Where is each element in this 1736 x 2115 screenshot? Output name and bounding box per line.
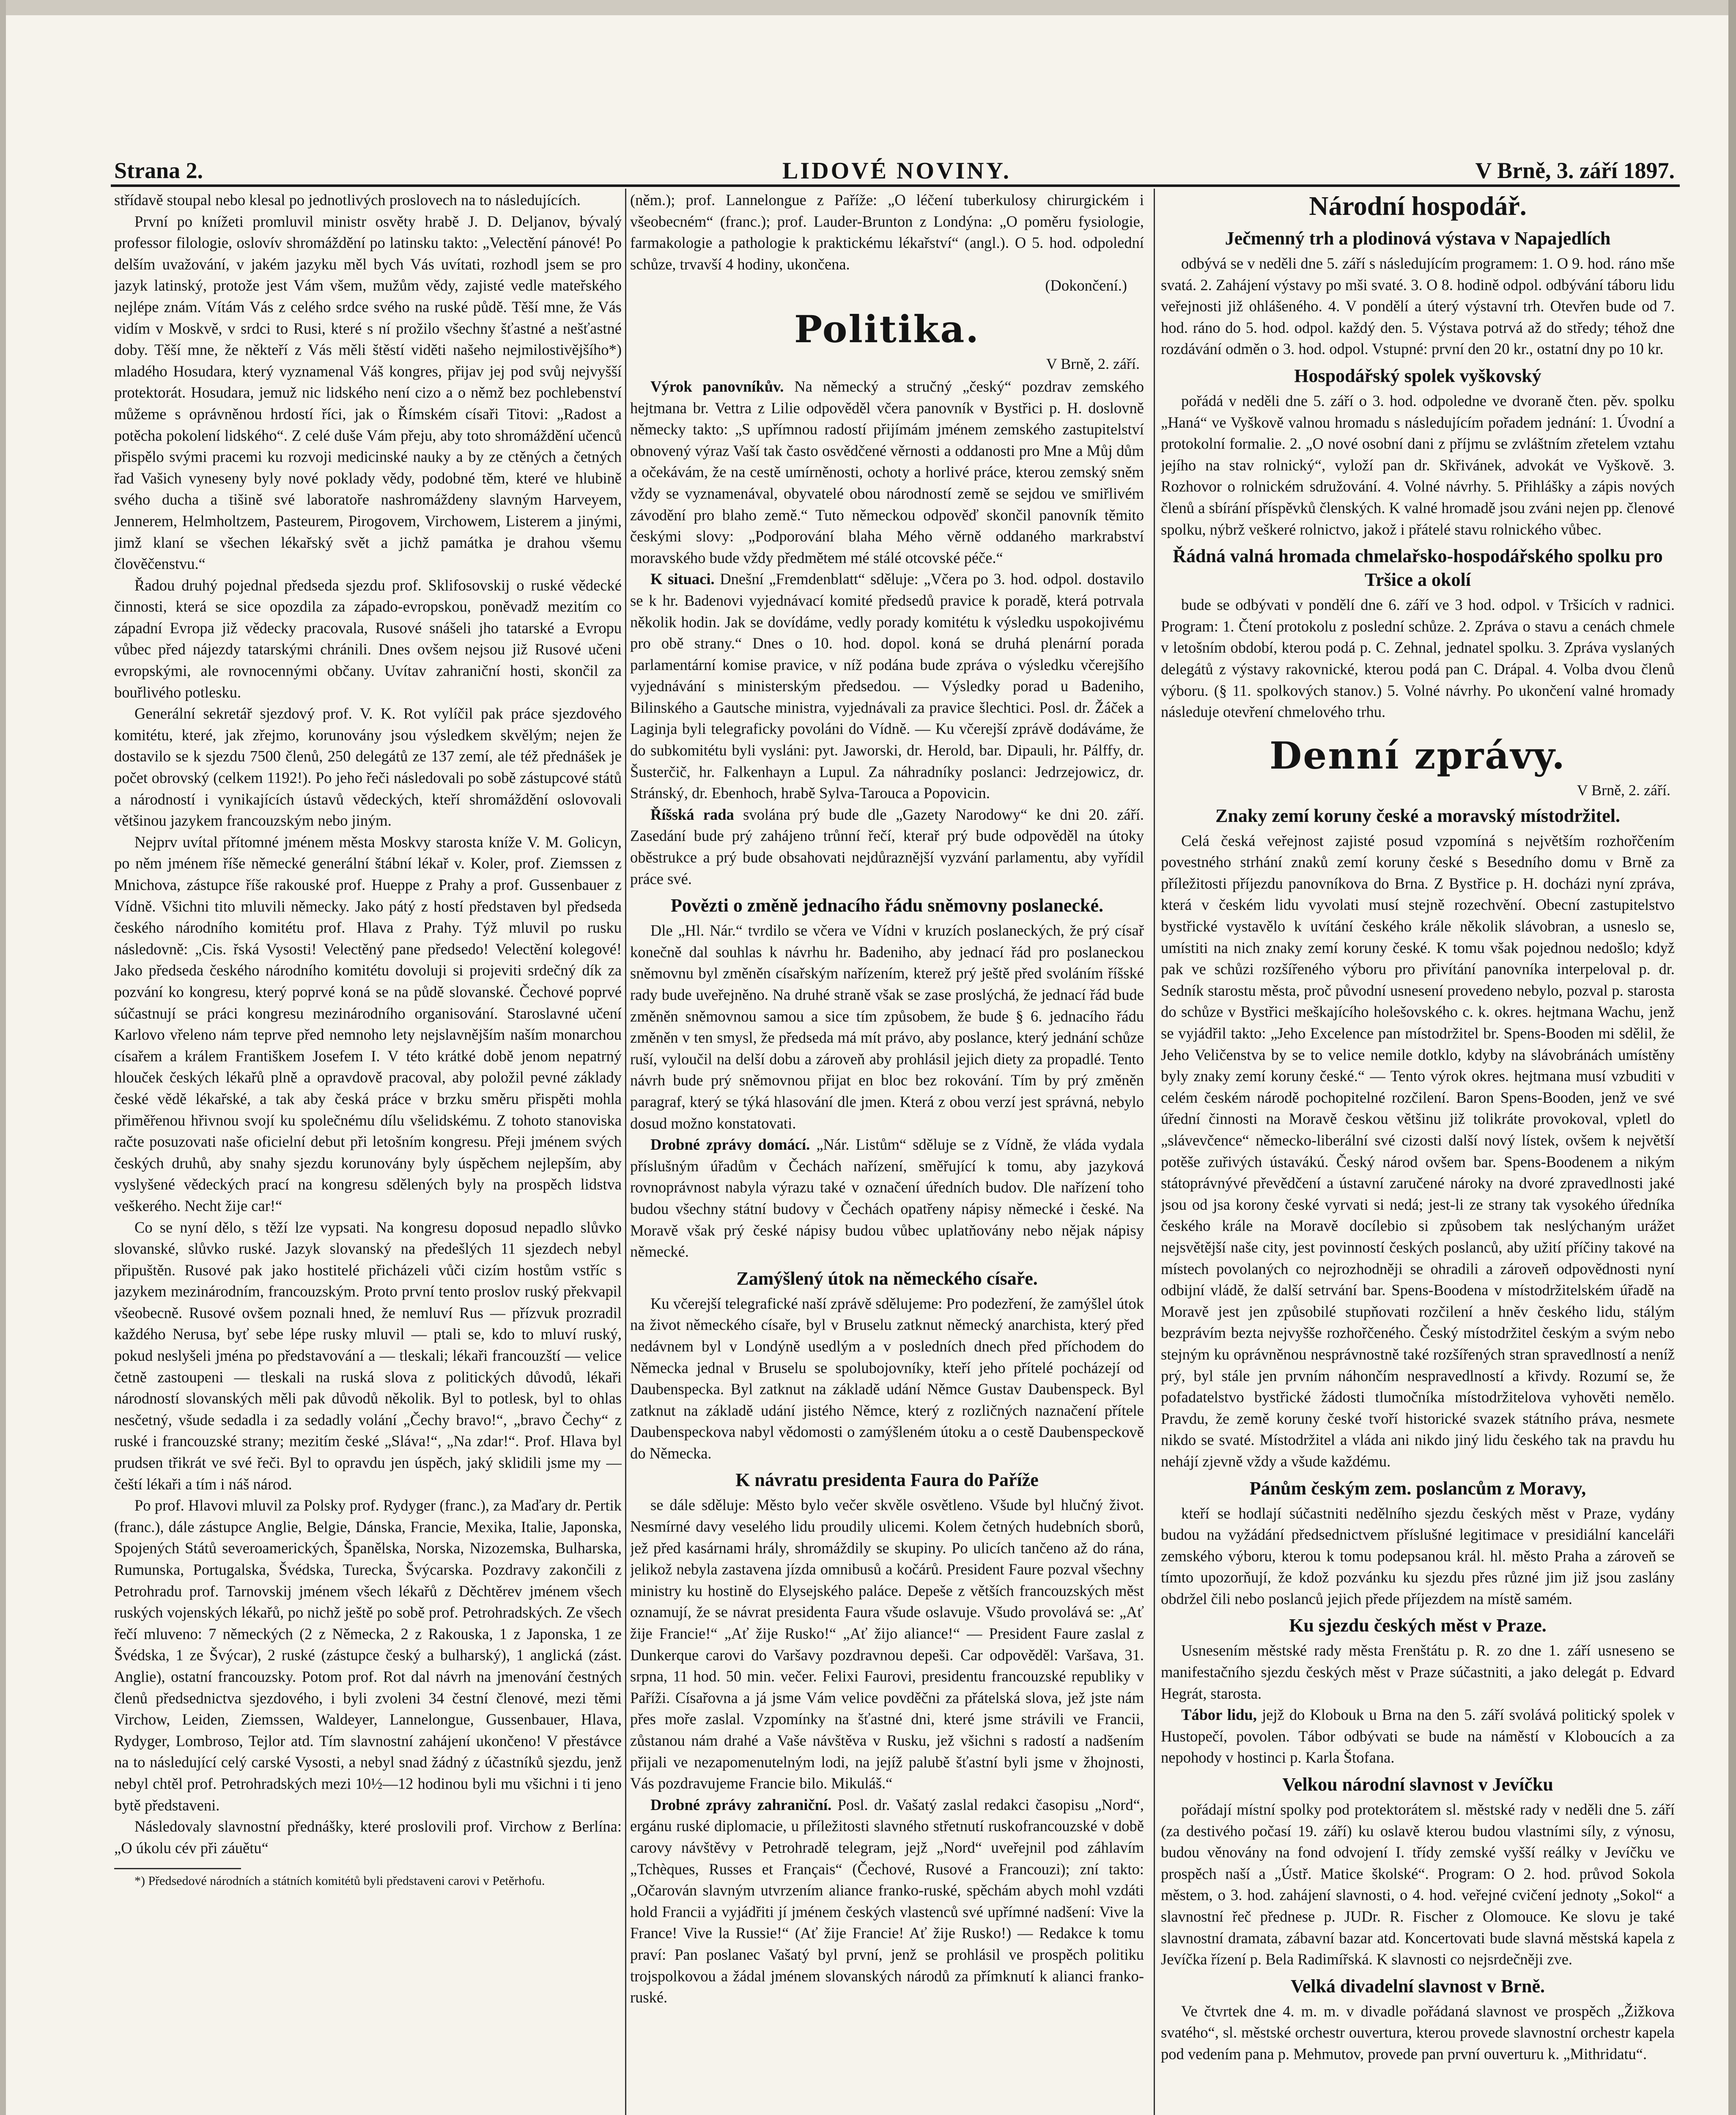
header-rule [111,184,1680,187]
paragraph: Co se nyní dělo, s těží lze vypsati. Na kongresu doposud nepadlo slůvko slovanské, slůvko ruské. Jazyk slovanský na předešlých 11 sjezdech nebyl připuštěn. Rusové pak jako hostitelé přicházeli vůči cizím hostům vstříc s jazykem mezinárodním, francouzským. Proto první tento proslov ruský překvapil všeobecně. Rusové ovšem poznali hned, že nemluví Rus — přízvuk prozradil každého Nerusa, byť sebe lépe rusky mluvil — ptali se, kdo to mluví ruský, pokud neslyšeli jména po představování a — tleskali; lékaři francouzští — velice četně zastoupeni — tleskali na ruská slova z politických důvodů, lékaři národností slovanských měli pak důvodů několik. Byl to potlesk, byl to ohlas nesčetný, všude sedadla i za sedadly volání „Čechy bravo!“, „bravo Čechy“ z ruské i francouzské strany; mezitím české „Sláva!“, „Na zdar!“. Prof. Hlava byl prudsen třikrát ve své řeči. Byl to opravdu jen úspěch, jaký sklidili jsme my — čeští lékaři a tím i náš národ. [114,1218,622,1493]
column-divider-1 [625,189,626,2115]
paragraph: se dále sděluje: Město bylo večer skvěle osvětleno. Všude byl hlučný život. Nesmírné davy veselého lidu proudily ulicemi. Kolem četných hudebních sborů, jež před kasárnami hrály, shromáždily se skupiny. Po ulicích tančeno až do rána, jelikož nebyla zastavena jízda omnibusů a kočárů. President Faure pozval všechny ministry ku hostině do Elysejského paláce. Depeše z větších francouzských měst oznamují, že se návrat presidenta Faura všude oslavuje. Všudo provolává se: „Ať žije Francie!“ „Ať žije Rusko!“ „Ať žijo aliance!“ — President Faure zaslal z Dunkerque carovi do Varšavy pozdravnou depeši. Car odpověděl: Varšava, 31. srpna, 11 hod. 50 min. večer. Felixi Faurovi, presidentu francouzské republiky v Paříži. Císařovna a já jsme Vám velice povděčni za přátelská slova, jež jste nám přes moře zaslal. Vzpomínky na šťastné dni, které jsme strávili ve Francii, zůstanou nám drahé a Vaše návštěva v Rusku, jež všichni s radostí a nadšením přijali ve nezapomenutelným lodi, na jejíž palubě šťastní byli jsme v žhojnosti, Vás pozdravujeme Francie bilo. Mikuláš.“ [630,1496,1144,1792]
paragraph: Na německý a stručný „český“ pozdrav zemského hejtmana br. Vettra z Lilie odpověděl včera panovník v Bystřici p. H. doslovně německy takto: „S upřímnou radostí přijímám jménem zemského zastupitelství obnovený výraz Vaší tak často osvědčené věrnosti a oddanosti pro Mne a Můj dům a očekávám, že na cestě umírněnosti, ochoty a horlivé práce, kterou zemský sněm vždy se vyznamenával, obyvatelé obou národností země se sejdou ve smiřlivém závodění pro blaho země.“ Tuto německou odpověď skončil panovník těmito českými slovy: „Podporování blaha Mého věrně oddaného markrabství moravského bude vždy předmětem mé stálé otcovské péče.“ [630,377,1144,566]
page-number: Strana 2. [114,158,203,183]
newspaper-title: LIDOVÉ NOVINY. [782,158,1011,184]
paragraph: Posl. dr. Vašatý zaslal redakci časopisu „Nord“, ergánu ruské diplomacie, u příležitosti slavného střetnutí ruskofrancouzské v době carovy návštěvy v Petrohradě telegram, jejž „Nord“ uveřejnil pod záhlavím „Tchèques, Russes et Français“ (Čechové, Rusové a Francouzi); zní takto: „Očarován slavným utvrzením aliance franko-ruské, spěchám abych mohl vzdáti hold Francii a vyjádřiti jí jménem českých vlastenců své upřímné nadšení: Vive la France! Vive la Russie!“ (Ať žije Francie! Ať žije Rusko!) — Redakce k tomu praví: Pan poslanec Vašatý byl první, jenž se prohlásil ve prospěch politiku trojspolkovou a žádal jménem slovanských národů za přímknutí k alianci franko-ruské. [630,1796,1144,2006]
continued-mark: (Dokončení.) [1045,277,1127,294]
paragraph: Nejprv uvítal přítomné jménem města Moskvy starosta kníže V. M. Golicyn, po něm jménem říše německé generální štábní lékař v. Koler, prof. Ziemssen z Mnichova, zástupce říše rakouské prof. Hueppe z Prahy a prof. Gussenbauer z Vídně. Všichni tito mluvili německy. Jako pátý z hostí představen byl předseda českého národního komitétu prof. Hlava z Prahy. Týž mluvil po rusku následovně: „Cis. řská Vysosti! Velectěný pane předsedo! Velectění kolegové! Jako předseda českého národního komitétu dovoluji si projeviti srdečný dík za pozvání ko kongresu, který poprvé koná se na půdě slovanské. Čechové poprvé súčastnují se práci kongresu mezinárodního organisování. Staroslavné učení Karlovo vřeleno nám teprve před nemnoho lety nejslavnějším naším monarchou císařem a králem Františkem Josefem I. V této krátké době jenom nepatrný hlouček českých lékařů plně a opravdově pracoval, aby položil pevné základy české vědě lékařské, a tak aby česká práce v brzku směru přispěti mohla přiměřenou hřivnou svojí ku společnému dílu všelidskému. Z tohoto stanoviska račte posuzovati naše oficielní debut při letošním kongresu. Přeji jménem svých českých druhů, aby snahy sjezdu korunovány byly úspěchem nejlepším, aby vyslyšené vědeckých prací na kongresu sdělených byly na prospěch lidstva veškerého. Necht žije car!“ [114,833,622,1214]
article-heading: Velkou národní slavnost v Jevíčku [1282,1774,1553,1795]
article-heading: Ječmenný trh a plodinová výstava v Napajedlích [1225,228,1611,249]
paragraph: Dnešní „Fremdenblatt“ sděluje: „Včera po 3. hod. odpol. dostavilo se k hr. Badenovi vyjednávací komité předsedů pravice k poradě, která potrvala několik hodin. Jak se dovídáme, vedly porady komitétu k výsledku uspokojivému pro obě strany.“ Dnes o 10. hod. dopol. koná se druhá plenární porada parlamentární komise pravice, v níž podána bude zpráva o výsledku včerejšího vyjednávání s ministerským předsedou. — Výsledky porad u Badeniho, Bilinského a Gautsche ministra, vyjednávali za pravice šlechtici. Posl. dr. Žáček a Laginja byli telegraficky povoláni do Vídně. — Ku včerejší zprávě dodáváme, že do subkomitétu byli vysláni: pyt. Jaworski, dr. Herold, bar. Dipauli, hr. Pálffy, dr. Šusterčič, hr. Falkenhayn a Lupul. Za náhradníky poslanci: Jedrzejowicz, dr. Stránský, dr. Ebenhoch, hrabě Sylva-Tarouca a Popovicin. [630,570,1144,802]
page-header [114,157,1679,187]
article-heading: Znaky zemí koruny české a moravský místodržitel. [1215,805,1620,826]
paragraph: odbývá se v neděli dne 5. září s následujícím programem: 1. O 9. hod. ráno mše svatá. 2. Zahájení výstavy po mši svaté. 3. O 8. hodině odpol. odbývání táboru lidu veřejnosti již ohlášeného. 4. V pondělí a úterý výstavní trh. Otevřen bude od 7. hod. ráno do 5. hod. odpol. každý den. 5. Výstava potrvá až do středy; téhož dne rozdávání odměn o 3. hod. odpol. Vstupné: první den 20 kr., ostatní dny po 10 kr. [1161,255,1675,358]
article-heading: Tábor lidu, [1181,1706,1257,1724]
scan-border-top [0,0,1736,15]
paragraph: Řadou druhý pojednal předseda sjezdu prof. Sklifosovskij o ruské vědecké činnosti, která se sice opozdila za západo-evropskou, poněvadž mezitím co západní Evropa již vědecky pracovala, Rusové snášeli jho tatarské a Evropu vůbec před nájezdy tatarskými chránili. Dnes ovšem nejsou již Rusové učeni evropskými, ale rovnocennými občany. Uvítav zahraniční hosti, skončil za bouřlivého potlesku. [114,576,622,701]
footnote-rule [114,1868,241,1869]
paragraph: svolána prý bude dle „Gazety Narodowy“ ke dni 20. září. Zasedání bude prý zahájeno trůnní řečí, kterař prý bude odpověděl na útoky oběstrukce a prý bude obsahovati nejdůraznější vyzvání parlamentu, aby vyřídil práce své. [630,805,1144,887]
article-heading: Zamýšlený útok na německého císaře. [736,1268,1038,1289]
paragraph: (něm.); prof. Lannelongue z Paříže: „O léčení tuberkulosy chirurgickém i všeobecném“ (franc.); prof. Lauder-Brunton z Londýna: „O poměru fysiologie, farmakologie a pathologie k praktickému lékařství“ (angl.). O 5. hod. odpolední schůze, trvavší 4 hodiny, ukončena. [630,191,1144,273]
paragraph: pořádá v neděli dne 5. září o 3. hod. odpoledne ve dvoraně čten. pěv. spolku „Haná“ ve Vyškově valnou hromadu s následujícím pořadem jednání: 1. Úvodní a protokolní formalie. 2. „O nové osobní dani z příjmu se zvláštním zřetelem vztahu jejího na stav rolnický“, vyloží pan dr. Skřivánek, advokát ve Vyškově. 3. Rozhovor o rolnickém sdružování. 4. Volné návrhy. 5. Přihlášky a zápis nových členů a sbírání příspěvků členských. K valné hromadě jsou zváni nejen pp. členové spolku, nýbrž veškeré rolnictvo, jakož i přátelé stavu rolnického vůbec. [1161,392,1675,538]
paragraph: střídavě stoupal nebo klesal po jednotlivých proslovech na to následujících. [114,191,581,209]
footnote: *) Předsedové národních a státních komitétů byli představeni carovi v Petěrhofu. [134,1874,545,1888]
paragraph: „Nár. Listům“ sděluje se z Vídně, že vláda vydala příslušným úřadům v Čechách nařízení, směřující k tomu, aby jazyková rovnoprávnost nabyla výrazu také v označení úředních budov. Dle nařízení toho budou všechny státní budovy v Čechách opatřeny nápisy německé i české. Na Moravě však prý české nápisy budou vůbec uplatňovány nebo nějak nápisy německé. [630,1136,1144,1261]
paragraph: Po prof. Hlavovi mluvil za Polsky prof. Rydyger (franc.), za Maďary dr. Pertik (franc.), dále zástupce Anglie, Belgie, Dánska, Francie, Mexika, Italie, Japonska, Spojených Států severoamerických, Španělska, Norska, Nizozemska, Bulharska, Rumunska, Portugalska, Švédska, Turecka, Švýcarska. Pozdravy zakončili z Petrohradu prof. Tarnovskij jménem všech lékařů z Děchtěrev jménem všech ruských vojenských lékařů, po nichž ještě po sobě prof. Petrohradských. Ze všech řečí mluveno: 7 německých (2 z Německa, 2 z Rakouska, 1 z Japonska, 1 ze Švédska, 1 ze Švýcar), 2 ruské (zástupce český a bulharský), 1 anglická (zást. Anglie), ostatní francouzsky. Potom prof. Rot dal návrh na jmenování čestných členů předsednictva sjezdového, i byli zvoleni 34 čestní členové, mezi těmi Virchow, Leiden, Ziemssen, Waldeyer, Lannelongue, Gussenbauer, Hlava, Rydyger, Lombroso, Tejlor atd. Tím slavnostní zahájení ukončeno! V přestávce na to následující celý carské Vysosti, a nebyl snad žádný z účastníků sjezdu, jenž nebyl chtěl prof. Petrohradských mezi 10½—12 hodinou byli mu všichni i ti jeno bytě představeni. [114,1497,622,1814]
issue-date: V Brně, 3. září 1897. [1475,158,1675,183]
dateline: V Brně, 2. září. [1046,355,1140,372]
section-title-politics: Politika. [794,307,980,351]
column-1 [114,190,622,2115]
article-heading: Výrok panovníkův. [650,377,784,395]
article-heading: Drobné zprávy domácí. [650,1136,810,1154]
article-heading: Velká divadelní slavnost v Brně. [1290,1975,1545,1997]
paragraph: První po knížeti promluvil ministr osvěty hrabě J. D. Deljanov, bývalý professor filologie, oslovív shromáždění po latinsku takto: „Velectění pánové! Po delším uvažování, v jakém jazyku měl bych Vás uvítati, rozhodl jsem se pro jazyk latinský, protože jest Vám všem, mužům vědy, zajisté vedle mateřského nejlépe znám. Vítám Vás z celého srdce svého na ruské půdě. Těší mne, že Vás vidím v Moskvě, v srdci to Rusi, které s ní prožilo všechny šťastné a nešťastné doby. Těší mne, že někteří z Vás měli štěstí viděti našeho nejmilostivějšího*) mladého Hosudara, který vyznamenal Váš kongres, přijav jej pod svůj nejvyšší protektorát. Hosudara, jemuž nic lidského není cizo a o němž bez pochlebenství můžeme s oprávněnou hrdostí říci, jak o Římském císaři Titovi: „Radost a potěcha pokolení lidského“. Z celé duše Vám přeju, aby toto shromáždění učenců přispělo svými pracemi ku rozvoji medicinské nauky a by ze ctěných a četných řad Vašich vyneseny byly nové poklady vědy, podobné těm, které ve hlubině svého ducha a tišině své laboratoře nashromáždeny slavným Harveyem, Jennerem, Helmholtzem, Pasteurem, Pirogovem, Virchowem, Listerem a jinými, jimž klaní se všechen lékařský svět a jichž památka je drahou všemu člověčenstvu.“ [114,212,622,573]
paragraph: Celá česká veřejnost zajisté posud vzpomíná s největším rozhořčením povestného strhání znaků zemí koruny české s Besedního domu v Brně za příležitosti příjezdu panovníkova do Brna. Z Bystřice p. H. docházi nyní zpráva, která v českém lidu vyvolati musí stejně rozechvění. Obecní zastupitelstvo bystřické vystavělo k uvítání českého krále několik slávobran, a usneslo se, umístiti na nich znaky zemí koruny české. K tomu však pojednou nedošlo; když pak ve schůzi rozšířeného výboru pro přivítání panovníka interpeloval p. dr. Sedník starostu města, proč původní usnesení provedeno nebylo, pozval p. starosta do schůze v Bystřici meškajícího holešovského c. k. okres. hejtmana Wachu, jenž se vyjádřil takto: „Jeho Excelence pan místodržitel br. Spens-Booden mi sdělil, že Jeho Veličenstva by se to velice nemile dotklo, kdyby na slávobránách umístěny byly znaky zemí koruny české.“ — Tento výrok okres. hejtmana musí vzbuditi v celém českém národě pochopitelné rozčilení. Baron Spens-Booden, jenž ve své úřední činnosti na Moravě českou většinu již tolikráte provokoval, vpletl do „slávevčence“ německo-liberální své cizosti další nový lístek, ovšem k největší potěše zuřivých ústavákú. Český národ ovšem bar. Spens-Boodenem a nikým státoprávnývé převědčení a ústavní zaručené nároky na dvoré zpravedlnosti jaké jsou od jsa korony české vyrvati si nedá; jest-li ze strany tak vysokého úředníka českého krále na Moravě docílebio si způsobem tak neslýchaným urážet nejsvětější naše city, jest povinností českých poslanců, aby užití příčiny takové na místech povolaných co nejrozhodněji se ohradili a zároveň odpovědnosti nyní odbijní vládě, že další setrvání bar. Spens-Boodena v místodržitelském úřadě na Moravě jest jen způsobilé stupňovati rozčilení a hněv českého lidu, stálým bezprávím bezta nejvyšše rozhořčeného. Český místodržitel českým a svým nebo stejným ku oprávněnou nesprávnostně také rozšířených stran spravedlností a neníž prý, byl stále jen prvním náhončím nespravedlností a křivdy. Rozumí se, že pofadatelstvo bystřické žádosti tlumočníka místodržitelova vyhověti nemělo. Pravdu, že země koruny české tvoří historické svazek státního práva, nesmete nikdo se svaté. Místodržitel a vláda ani nikdo jiný lidu českého tak na pravdu hu nehájí zjevně vždy a všude každému. [1161,832,1675,1470]
section-title-economy: Národní hospodář. [1309,191,1527,221]
paragraph: bude se odbývati v pondělí dne 6. září ve 3 hod. odpol. v Tršicích v radnici. Program: 1. Čtení protokolu z poslední schůze. 2. Zpráva o stavu a cenách chmele v letošním období, kterou podá p. C. Zehnal, jednatel spolku. 3. Zpráva vyslaných delegátů z výstavy rakovnické, kterou podá pan C. Drápal. 4. Volba dvou členů výboru. (§ 11. spolkových stanov.) 5. Volné návrhy. Po ukončení valné hromady následuje otevření chmelového trhu. [1161,596,1675,721]
scan-border-right [1728,0,1736,2115]
article-heading: Říšská rada [650,805,734,823]
paragraph: Usnesením městské rady města Frenštátu p. R. zo dne 1. září usneseno se manifestačního sjezdu českých měst v Praze súčastniti, a jako delegát p. Edvard Hegrát, starosta. [1161,1642,1675,1702]
paragraph: Následovaly slavnostní přednášky, které proslovili prof. Virchow z Berlína: „O úkolu cév při záuětu“ [114,1818,622,1857]
column-3 [1161,190,1675,2115]
article-heading: K návratu presidenta Faura do Paříže [735,1470,1039,1491]
article-heading: K situaci. [650,570,715,588]
paragraph: Generální sekretář sjezdový prof. V. K. Rot vylíčil pak práce sjezdového komitétu, které, jak zřejmo, korunovány jsou výsledkem skvělým; nejen že dostavilo se k sjezdu 7500 členů, 250 delegátů ze 137 zemí, ale též přednášek je počet obrovský (celkem 1192!). Po jeho řeči následovali po sobě zástupcové států a národností i vynikajících ústavů vědeckých, kteří shromáždění oslovovali většinou jazykem francouzským nebo jiným. [114,705,622,830]
column-divider-2 [1154,189,1155,2115]
scan-border-left [0,0,6,2115]
article-heading: Ku sjezdu českých měst v Praze. [1289,1615,1547,1636]
article-heading: Drobné zprávy zahraniční. [650,1796,832,1813]
paragraph: Dle „Hl. Nár.“ tvrdilo se včera ve Vídni v kruzích poslaneckých, že prý císař konečně dal souhlas k návrhu hr. Badeniho, aby jednací řád pro poslaneckou sněmovnu byl změněn císařským nařízením, kterež prý ještě před svoláním říšské rady bude uveřejněno. Na druhé straně však se zase proslýchá, že jednací řád bude změněn sněmovnou samou a sice tím způsobem, že bude § 6. jednacího řádu změněn v ten smysl, že předseda má mít právo, aby poslance, který jednání schůze ruší, vyloučil na delší dobu a zároveň aby prohlásil jejich diety za propadlé. Tento návrh bude prý sněmovnou přijat en bloc bez rokování. Tím by prý změněn paragraf, který se týká hlasování dle jmen. Která z obou verzí jest správná, nebylo dosud možno konstatovati. [630,922,1144,1132]
paragraph: Ku včerejší telegrafické naší zprávě sdělujeme: Pro podezření, že zamýšlel útok na život německého císaře, byl v Bruselu zatknut německý anarchista, který před nedávnem byl v Londýně usedlým a v posledních dnech před příchodem do Německa jednal v Bruselu se spolubojovníky, kteří jeho přítelé pocházejí od Daubenspecka. Byl zatknut na základě udání Němce Gustav Daubenspeck. Byl zatknut na základě udání jistého Němce, který z rozličných naznačení přítele Daubenspeckova nabyl vědomosti o zamýšleném útoku a o cestě Daubenspeckově do Německa. [630,1294,1144,1462]
article-heading: Hospodářský spolek vyškovský [1294,365,1541,386]
column-2 [630,190,1144,2115]
paragraph: pořádají místní spolky pod protektorátem sl. městské rady v neděli dne 5. září (za destivého počasí 19. září) ku oslavě kterou budou vlastními síly, z výnosu, budou věnovány na fond odvojení I. třídy zemské vyšší reálky v Jevíčku ve prospěch naší a „Ústř. Matice školské“. Program: O 2. hod. průvod Sokola městem, o 3. hod. zahájení slavnosti, o 4. hod. veřejné cvičení jednoty „Sokol“ a slavnostní řeč přednese p. JUDr. R. Fischer z Olomouce. Ke slovu je také slavnostní dramata, zábavní bazar atd. Koncertovati bude slavná městská kapela z Jevíčka řízení p. Bela Radimířská. K slavnosti co nejsrdečněji zve. [1161,1801,1675,1968]
article-heading: Pánům českým zem. poslancům z Moravy, [1249,1478,1586,1499]
article-heading: Řádná valná hromada chmelařsko-hospodářského spolku pro Tršice a okolí [1173,546,1663,591]
section-title-daily-news: Denní zprávy. [1269,733,1566,777]
article-heading: Povězti o změně jednacího řádu sněmovny poslanecké. [671,895,1103,916]
paragraph: Ve čtvrtek dne 4. m. m. v divadle pořádaná slavnost ve prospěch „Žižkova svatého“, sl. městské orchestr ouvertura, kterou provede slavnostní orchestr kapela pod vedením pana p. Mehmutov, provede pan první ouverturu k. „Mithridatu“. [1161,2002,1675,2063]
paragraph: jejž do Klobouk u Brna na den 5. září svolává politický spolek v Hustopečí, povolen. Tábor odbývati se bude na náměstí v Kloboucích a za nepohody v hostinci p. Karla Štofana. [1161,1706,1675,1766]
dateline: V Brně, 2. září. [1577,781,1670,799]
paragraph: kteří se hodlají súčastniti nedělního sjezdu českých měst v Praze, vydány budou na vyžádání předsednictvem příslušné legitimace v presidiální kanceláři zemského výboru, kterou k tomu podepsanou král. hl. město Praha a zároveň se tímto upozorňují, že kdož pozvánku ku sjezdu přes různé jim již jsou zaslány obdržel čili nebo poslanců jejich přede příjezdem na místě samém. [1161,1504,1675,1607]
